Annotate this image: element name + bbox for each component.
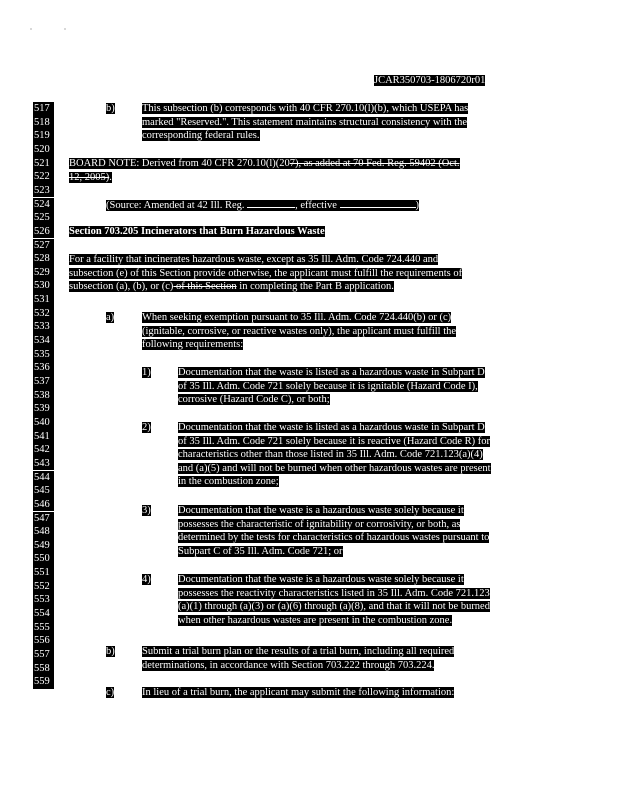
line-number: 520 bbox=[33, 143, 54, 157]
item-a4-text: Documentation that the waste is a hazardous waste solely because it possesses the reactivity characteristics listed in 35 Ill. Adm. Code 721.123 (a)(1) through (a)(3) or (a)(6) through (a)(8), and that it will not be burned when other hazardous wastes are present in the combustion zone. bbox=[178, 574, 490, 626]
line-number: 552 bbox=[33, 580, 54, 594]
item-a3-marker: 3) bbox=[142, 505, 151, 516]
item-b2-text: Submit a trial burn plan or the results of a trial burn, including all required determinations, in accordance with Section 703.222 through 703.224. bbox=[142, 646, 455, 671]
item-b2-marker: b) bbox=[106, 646, 115, 657]
line-number: 518 bbox=[33, 116, 54, 130]
line-number: 543 bbox=[33, 457, 54, 471]
line-number: 534 bbox=[33, 334, 54, 348]
line-number: 555 bbox=[33, 621, 54, 635]
line-number: 544 bbox=[33, 471, 54, 485]
line-number: 539 bbox=[33, 402, 54, 416]
item-a-text: When seeking exemption pursuant to 35 Ill. Adm. Code 724.440(b) or (c) (ignitable, corrosive, or reactive wastes only), the applicant must fulfill the following requirements: bbox=[142, 312, 457, 351]
line-number: 551 bbox=[33, 566, 54, 580]
line-number: 558 bbox=[33, 662, 54, 676]
line-number: 542 bbox=[33, 443, 54, 457]
line-number: 522 bbox=[33, 170, 54, 184]
line-number: 550 bbox=[33, 552, 54, 566]
line-number: 546 bbox=[33, 498, 54, 512]
section-title: Section 703.205 Incinerators that Burn Hazardous Waste bbox=[69, 226, 325, 237]
line-number: 538 bbox=[33, 389, 54, 403]
line-number: 541 bbox=[33, 430, 54, 444]
line-number: 523 bbox=[33, 184, 54, 198]
line-number: 553 bbox=[33, 593, 54, 607]
line-number: 545 bbox=[33, 484, 54, 498]
line-number: 547 bbox=[33, 512, 54, 526]
item-a1-marker: 1) bbox=[142, 367, 151, 378]
scan-mark bbox=[64, 28, 66, 30]
line-number: 533 bbox=[33, 320, 54, 334]
item-c-text: In lieu of a trial burn, the applicant may submit the following information: bbox=[142, 687, 455, 698]
line-number: 517 bbox=[33, 102, 54, 116]
line-number: 548 bbox=[33, 525, 54, 539]
item-a1-text: Documentation that the waste is listed as a hazardous waste in Subpart D of 35 Ill. Adm. Code 721 solely because it is ignitable (Hazard Code I), corrosive (Hazard Code C), or both; bbox=[178, 367, 485, 406]
intro-paragraph: For a facility that incinerates hazardous waste, except as 35 Ill. Adm. Code 724.440 and subsection (e) of this Section provide otherwise, the applicant must fulfill the requirements of subsection (a), (b), or (c) of this Section in completing the Part B application. bbox=[69, 254, 463, 293]
line-number: 540 bbox=[33, 416, 54, 430]
line-number: 537 bbox=[33, 375, 54, 389]
board-note: BOARD NOTE: Derived from 40 CFR 270.10(l)(207), as added at 70 Fed. Reg. 59402 (Oct. 12, 2005). bbox=[69, 158, 460, 183]
line-number: 554 bbox=[33, 607, 54, 621]
item-a3-text: Documentation that the waste is a hazardous waste solely because it possesses the characteristic of ignitability or corrosivity, or both, as determined by the tests for characteristics of hazardous wastes pursuant to Subpart C of 35 Ill. Adm. Code 721; or bbox=[178, 505, 490, 557]
line-number: 531 bbox=[33, 293, 54, 307]
item-b-marker: b) bbox=[106, 103, 115, 114]
line-number: 559 bbox=[33, 675, 54, 689]
item-a2-text: Documentation that the waste is listed as a hazardous waste in Subpart D of 35 Ill. Adm. Code 721 solely because it is reactive (Hazard Code R) for characteristics other than those listed in 35 Ill. Adm. Code 721.123(a)(4) and (a)(5) and will not be burned when other hazardous wastes are present in the combustion zone; bbox=[178, 422, 491, 488]
line-number: 549 bbox=[33, 539, 54, 553]
line-number: 530 bbox=[33, 279, 54, 293]
item-a4-marker: 4) bbox=[142, 574, 151, 585]
line-number: 535 bbox=[33, 348, 54, 362]
item-a2-marker: 2) bbox=[142, 422, 151, 433]
line-number: 532 bbox=[33, 307, 54, 321]
document-code: JCAR350703-1806720r01 bbox=[374, 75, 486, 86]
line-number: 527 bbox=[33, 239, 54, 253]
line-number: 525 bbox=[33, 211, 54, 225]
line-number: 556 bbox=[33, 634, 54, 648]
source-note: (Source: Amended at 42 Ill. Reg. , effective ) bbox=[106, 200, 420, 211]
line-number: 557 bbox=[33, 648, 54, 662]
item-a-marker: a) bbox=[106, 312, 115, 323]
scan-mark bbox=[30, 28, 32, 30]
line-number: 536 bbox=[33, 361, 54, 375]
line-number: 526 bbox=[33, 225, 54, 239]
line-number: 521 bbox=[33, 157, 54, 171]
line-number: 529 bbox=[33, 266, 54, 280]
item-c-marker: c) bbox=[106, 687, 115, 698]
item-b-text: This subsection (b) corresponds with 40 CFR 270.10(l)(b), which USEPA has marked "Reserved.". This statement maintains structural consistency with the corresponding federal rules. bbox=[142, 103, 469, 142]
line-number: 519 bbox=[33, 129, 54, 143]
line-number: 524 bbox=[33, 198, 54, 212]
line-number: 528 bbox=[33, 252, 54, 266]
